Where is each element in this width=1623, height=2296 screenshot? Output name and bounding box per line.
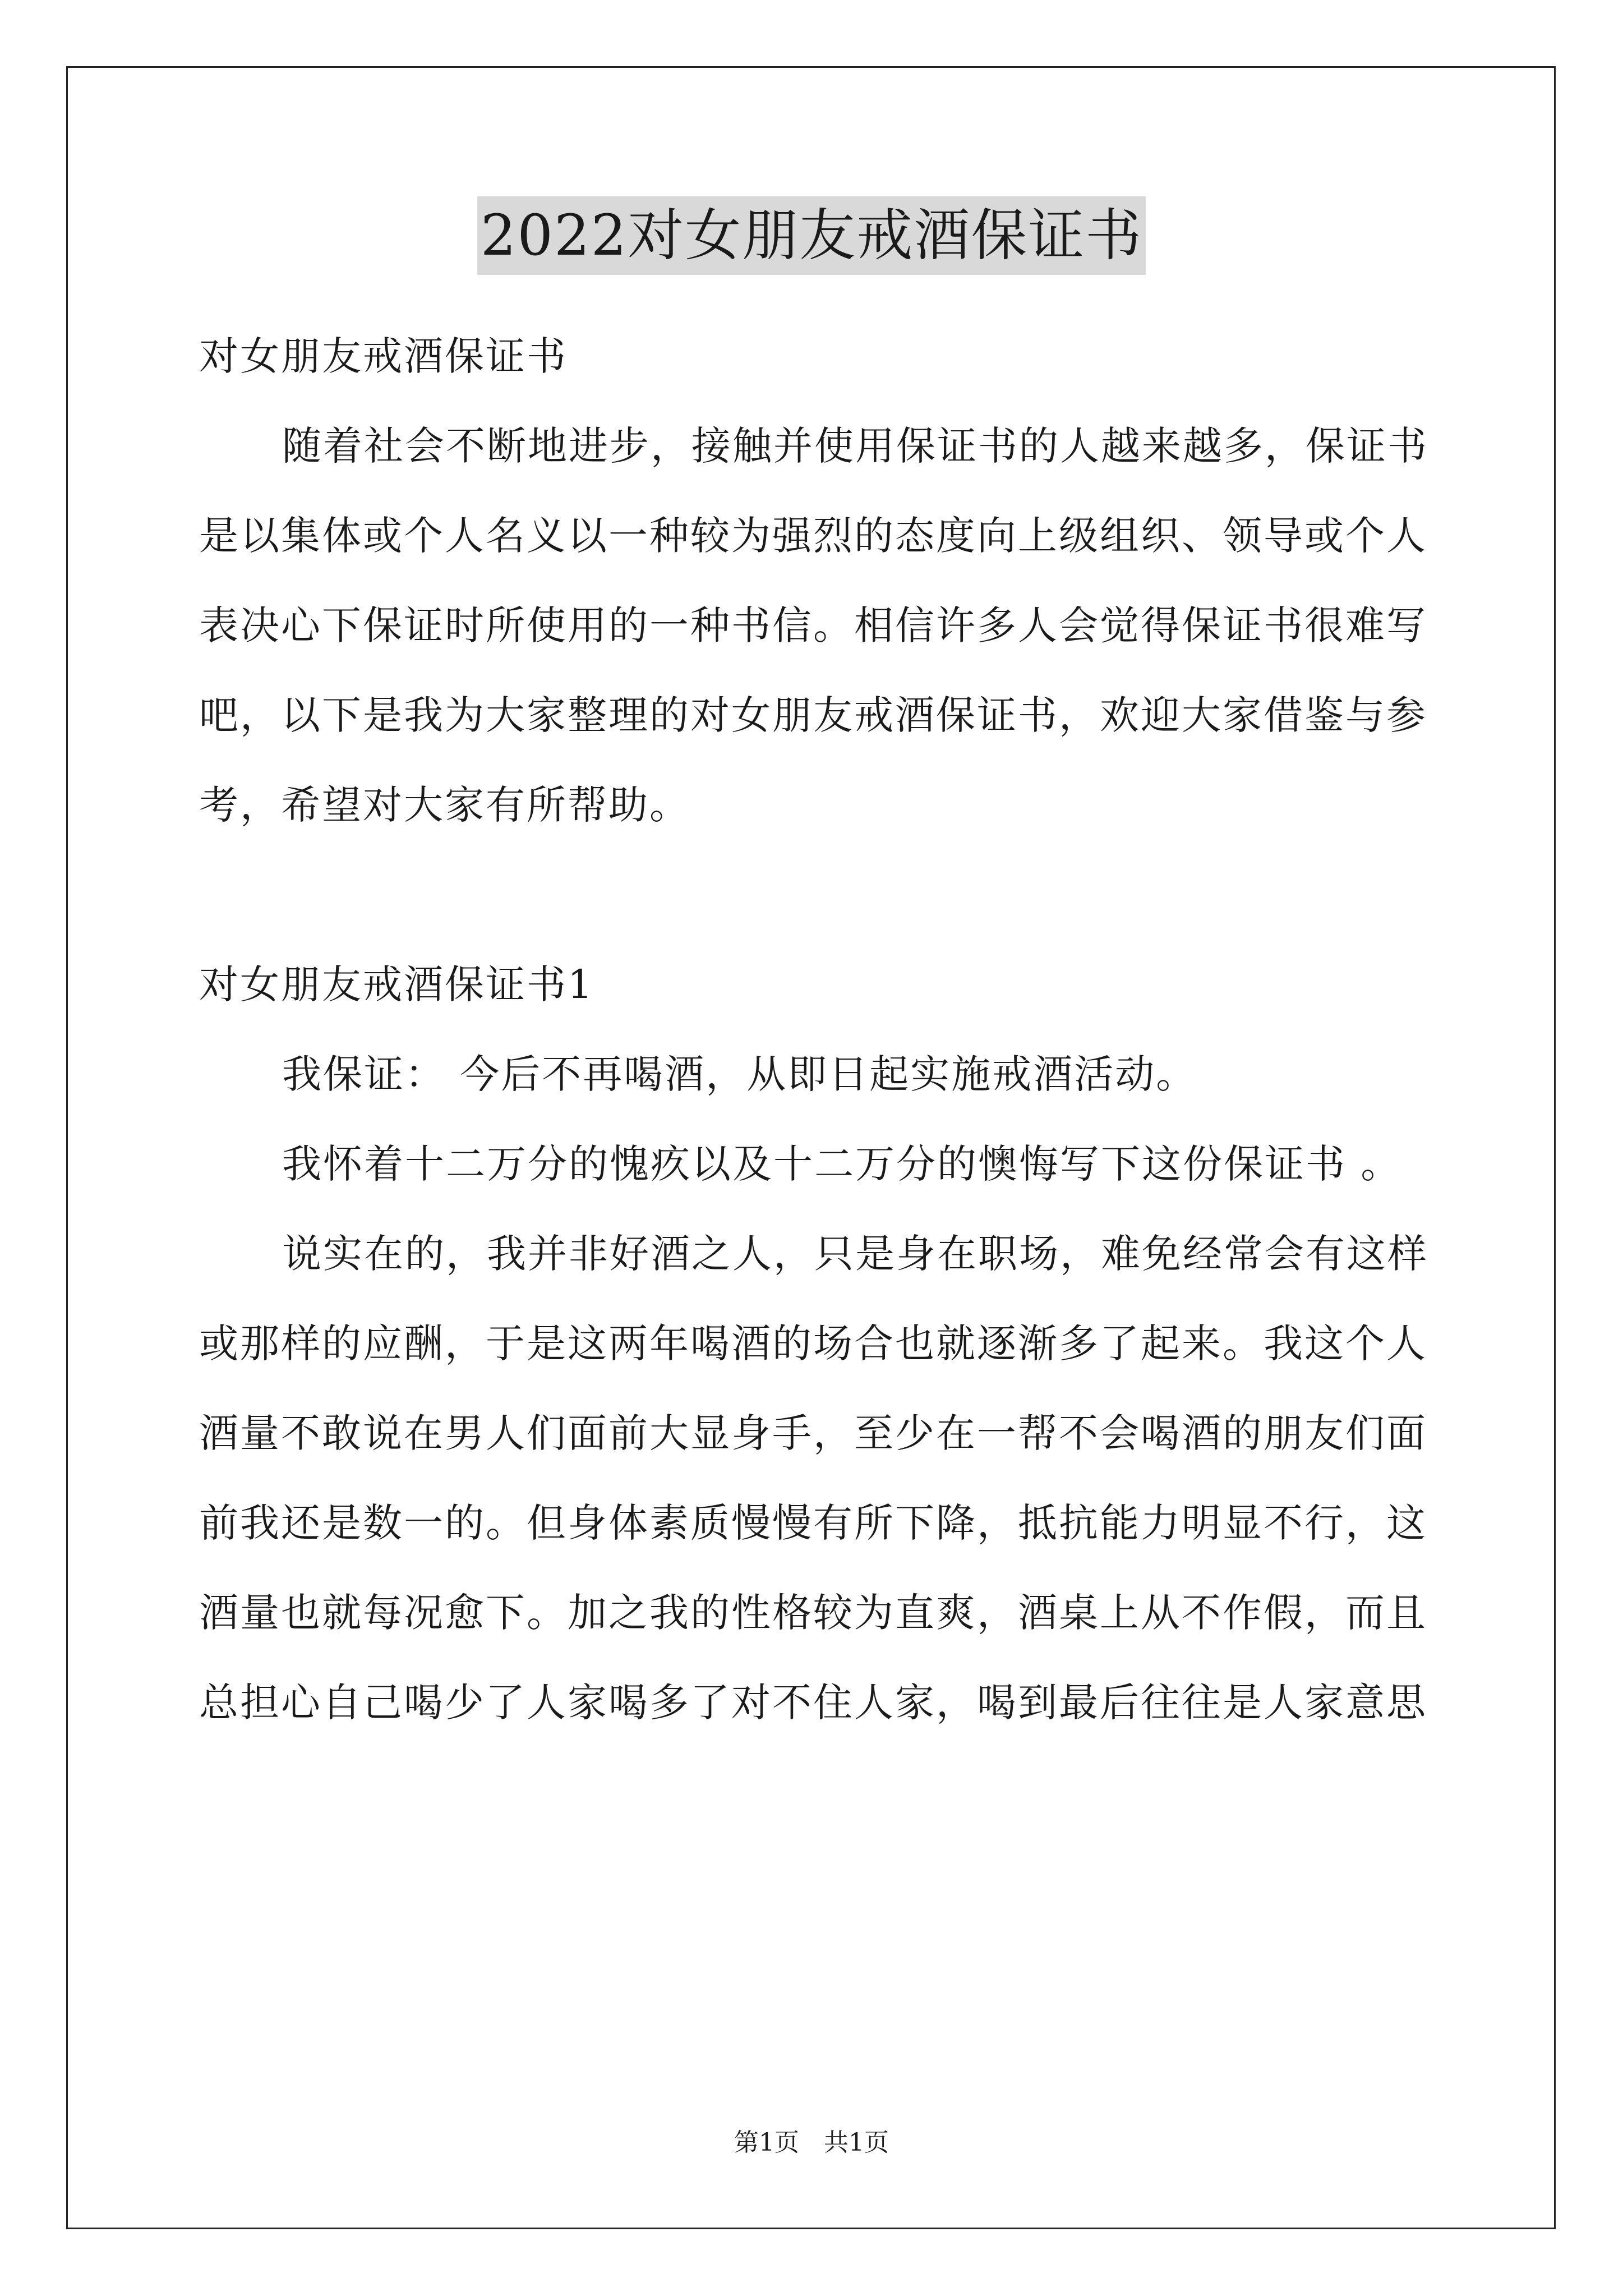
title-container	[0, 196, 1623, 275]
body-paragraph: 说实在的，我并非好酒之人，只是身在职场，难免经常会有这样或那样的应酬，于是这两年喝酒的场合也就逐渐多了起来。我这个人酒量不敢说在男人们面前大显身手，至少在一帮不会喝酒的朋友们面前我还是数一的。但身体素质慢慢有所下降，抵抗能力明显不行，这酒量也就每况愈下。加之我的性格较为直爽，酒桌上从不作假，而且总担心自己喝少了人家喝多了对不住人家，喝到最后往往是人家意思	[199, 1231, 1428, 1726]
body-paragraph: 我保证： 今后不再喝酒，从即日起实施戒酒活动。	[282, 1051, 1197, 1097]
document-title: 2022对女朋友戒酒保证书	[477, 196, 1146, 275]
document-body	[199, 311, 1433, 1747]
body-paragraph: 我怀着十二万分的愧疚以及十二万分的懊悔写下这份保证书 。	[282, 1141, 1402, 1187]
section-heading: 对女朋友戒酒保证书1	[199, 961, 594, 1007]
subheading: 对女朋友戒酒保证书	[199, 333, 568, 379]
page-footer: 第1页 共1页	[734, 2128, 889, 2157]
intro-paragraph: 随着社会不断地进步，接触并使用保证书的人越来越多，保证书是以集体或个人名义以一种较为强烈的态度向上级组织、领导或个人表决心下保证时所使用的一种书信。相信许多人会觉得保证书很难写吧，以下是我为大家整理的对女朋友戒酒保证书，欢迎大家借鉴与参考，希望对大家有所帮助。	[199, 423, 1428, 828]
